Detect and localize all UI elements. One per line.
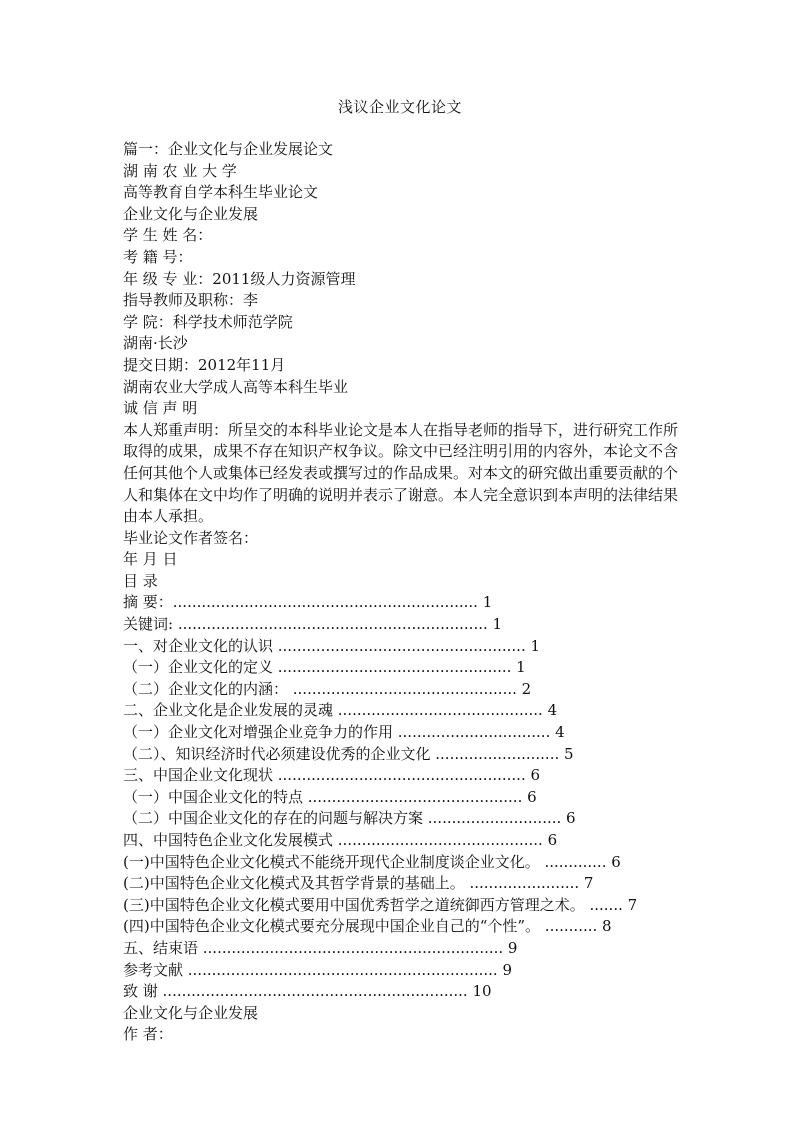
toc-heading: 目 录 — [123, 571, 158, 590]
university-program: 湖南农业大学成人高等本科生毕业 — [123, 377, 349, 396]
declaration-paragraph: 本人郑重声明：所呈交的本科毕业论文是本人在指导老师的指导下，进行研究工作所取得的成果，成果不存在知识产权争议。除文中已经注明引用的内容外，本论文不含任何其他个人或集体已经发表或撰写过的作品成果。对本文的研究做出重要贡献的个人和集体在文中均作了明确的说明并表示了谢意。本人完全意识到本声明的法律结果由本人承担。 — [123, 420, 679, 526]
author-signature-label: 毕业论文作者签名： — [123, 528, 259, 547]
date-label: 年 月 日 — [123, 550, 178, 569]
toc-item: (三)中国特色企业文化模式要用中国优秀哲学之道统御西方管理之术。 ....... 7 — [123, 895, 638, 914]
toc-item: （一）企业文化的定义 ................................................. 1 — [123, 658, 526, 677]
section-heading: 篇一：企业文化与企业发展论文 — [123, 140, 334, 158]
toc-item: 四、中国特色企业文化发展模式 ........................................... 6 — [123, 831, 558, 849]
document-body — [123, 139, 683, 1046]
thesis-title: 企业文化与企业发展 — [123, 204, 259, 223]
toc-item: 一、对企业文化的认识 .................................................... 1 — [123, 636, 541, 655]
university-name: 湖 南 农 业 大 学 — [123, 161, 237, 180]
toc-item: （一）中国企业文化的特点 ............................................. 6 — [123, 787, 537, 806]
toc-item: (二)中国特色企业文化模式及其哲学背景的基础上。 ....................... 7 — [123, 874, 594, 893]
toc-item: 致 谢 ................................................................ 10 — [123, 982, 492, 1001]
toc-item: (一)中国特色企业文化模式不能绕开现代企业制度谈企业文化。 ............. 6 — [123, 852, 621, 871]
location: 湖南·长沙 — [123, 334, 188, 353]
toc-item: （二）中国企业文化的存在的问题与解决方案 ............................ 6 — [123, 809, 576, 828]
toc-item: （二）企业文化的内涵： ............................................... 2 — [123, 679, 532, 698]
toc-item: (四)中国特色企业文化模式要充分展现中国企业自己的“个性”。 ........... 8 — [123, 917, 612, 936]
toc-item: 摘 要：................................................................ 1 — [123, 593, 493, 612]
toc-item: 参考文献 ................................................................. 9 — [123, 960, 513, 979]
toc-item: 关键词: ................................................................. 1 — [123, 615, 503, 634]
body-title: 企业文化与企业发展 — [123, 1003, 259, 1022]
college: 学 院：科学技术师范学院 — [123, 312, 293, 331]
submit-date: 提交日期：2012年11月 — [123, 355, 286, 374]
integrity-heading: 诚 信 声 明 — [123, 399, 198, 418]
thesis-type: 高等教育自学本科生毕业论文 — [123, 183, 319, 202]
exam-id-label: 考 籍 号： — [123, 247, 193, 266]
grade-major: 年 级 专 业：2011级人力资源管理 — [123, 269, 356, 288]
toc-item: （二）、知识经济时代必须建设优秀的企业文化 .......................... 5 — [123, 744, 574, 763]
toc-item: 三、中国企业文化现状 .................................................... 6 — [123, 766, 541, 785]
advisor: 指导教师及职称：李 — [123, 291, 259, 310]
document-title: 浅议企业文化论文 — [337, 98, 462, 116]
toc-item: 五、结束语 ............................................................... 9 — [123, 938, 518, 957]
author-label: 作 者： — [123, 1025, 173, 1044]
student-name-label: 学 生 姓 名： — [123, 226, 213, 245]
toc-item: （一）企业文化对增强企业竞争力的作用 ................................ 4 — [123, 723, 565, 742]
toc-item: 二、企业文化是企业发展的灵魂 ........................................... 4 — [123, 701, 558, 720]
